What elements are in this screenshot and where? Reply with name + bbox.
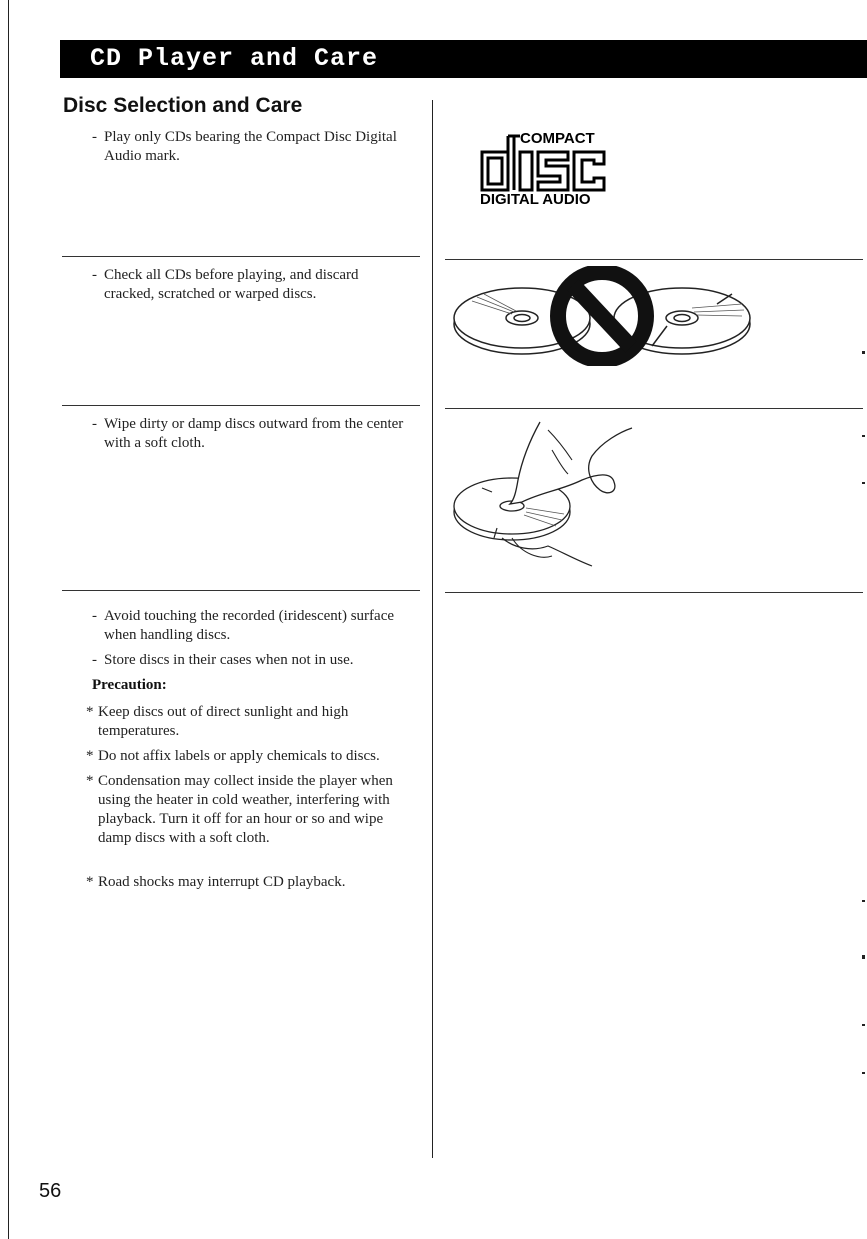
list-item bbox=[92, 607, 404, 645]
precaution-bullet bbox=[86, 747, 418, 766]
section-heading: Disc Selection and Care bbox=[63, 94, 303, 117]
margin-mark bbox=[862, 351, 865, 354]
hand-wiping-disc-icon bbox=[452, 420, 642, 570]
bullet-text: Do not affix labels or apply chemicals to discs. bbox=[98, 748, 380, 764]
list-dash: - bbox=[92, 267, 97, 283]
item-text: Avoid touching the recorded (iridescent) surface when handling discs. bbox=[104, 608, 395, 643]
item-text: Check all CDs before playing, and discard cracked, scratched or warped discs. bbox=[104, 267, 359, 302]
bullet-text: Road shocks may interrupt CD playback. bbox=[98, 874, 346, 890]
list-dash: - bbox=[92, 416, 97, 432]
item-text: Play only CDs bearing the Compact Disc Digital Audio mark. bbox=[104, 129, 397, 164]
bullet-star: * bbox=[86, 748, 94, 764]
list-item bbox=[92, 266, 404, 304]
logo-bottom-text: DIGITAL AUDIO bbox=[480, 191, 591, 208]
divider bbox=[62, 256, 420, 257]
list-dash: - bbox=[92, 608, 97, 624]
title-bar bbox=[60, 40, 867, 78]
bullet-star: * bbox=[86, 874, 94, 890]
bullet-star: * bbox=[86, 704, 94, 720]
precaution-bullet bbox=[86, 873, 398, 892]
bullet-text: Condensation may collect inside the player when using the heater in cold weather, interfering with playback. Turn it off for an hour or so and wipe damp discs with a soft cloth. bbox=[98, 773, 393, 846]
margin-mark bbox=[862, 482, 865, 484]
no-symbol-over-discs-icon bbox=[452, 266, 757, 366]
bullet-star: * bbox=[86, 773, 94, 789]
margin-mark bbox=[862, 955, 865, 959]
divider bbox=[62, 405, 420, 406]
list-dash: - bbox=[92, 129, 97, 145]
divider bbox=[445, 592, 863, 593]
margin-mark bbox=[862, 1072, 865, 1074]
precaution-bullet bbox=[86, 772, 398, 848]
list-item bbox=[92, 128, 404, 166]
list-dash: - bbox=[92, 652, 97, 668]
page-title: CD Player and Care bbox=[90, 44, 379, 73]
item-text: Wipe dirty or damp discs outward from the center with a soft cloth. bbox=[104, 416, 404, 451]
divider bbox=[445, 408, 863, 409]
list-item bbox=[92, 415, 404, 453]
disc-wordmark-icon bbox=[480, 134, 610, 194]
precaution-heading: Precaution: bbox=[92, 677, 167, 693]
margin-mark bbox=[862, 435, 865, 437]
item-text: Store discs in their cases when not in use. bbox=[104, 652, 354, 668]
margin-mark bbox=[862, 900, 865, 902]
list-item bbox=[92, 651, 414, 670]
divider bbox=[62, 590, 420, 591]
margin-mark bbox=[862, 1024, 865, 1026]
column-divider bbox=[432, 100, 433, 1158]
page-edge-line bbox=[8, 0, 9, 1239]
compact-disc-logo bbox=[480, 130, 610, 210]
precaution-bullet bbox=[86, 703, 398, 741]
page-number: 56 bbox=[39, 1180, 62, 1202]
divider bbox=[445, 259, 863, 260]
logo-top-text: COMPACT bbox=[520, 130, 595, 147]
bullet-text: Keep discs out of direct sunlight and high temperatures. bbox=[98, 704, 349, 739]
